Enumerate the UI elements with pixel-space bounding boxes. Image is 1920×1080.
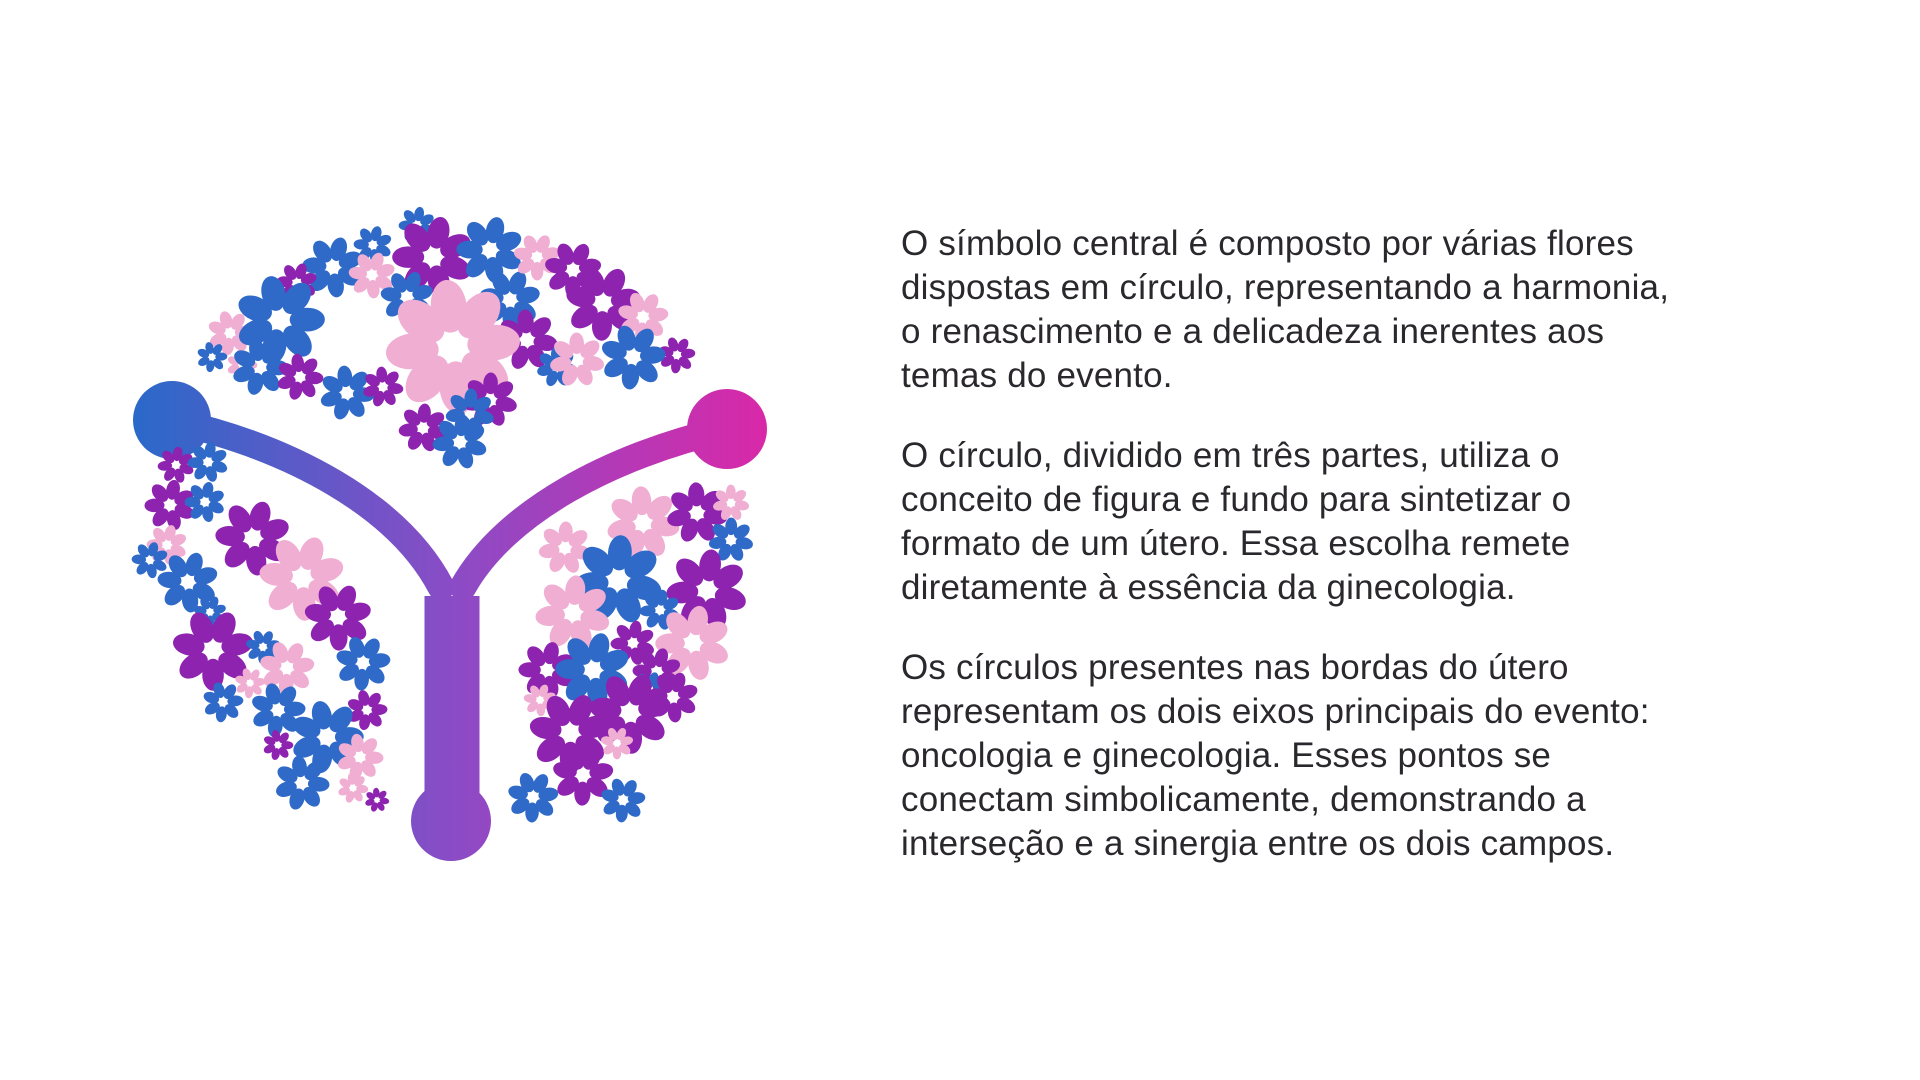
flower <box>180 477 230 527</box>
paragraph-border-circles <box>901 646 1781 866</box>
text-line: o renascimento e a delicadeza inerentes aos <box>901 312 1605 351</box>
text-line: temas do evento. <box>901 356 1173 395</box>
flower <box>598 775 648 824</box>
text-line: formato de um útero. Essa escolha remete <box>901 524 1571 563</box>
text-line: Os círculos presentes nas bordas do útero <box>901 648 1569 687</box>
text-line: interseção e a sinergia entre os dois campos. <box>901 824 1615 863</box>
text-line: O círculo, dividido em três partes, utiliza o <box>901 436 1560 475</box>
paragraph-central-symbol <box>901 222 1781 398</box>
text-line: diretamente à essência da ginecologia. <box>901 568 1516 607</box>
uterus-flower-logo <box>0 0 860 920</box>
text-line: conceito de figura e fundo para sintetizar o <box>901 480 1572 519</box>
flower <box>360 364 406 411</box>
endpoint-circle-bottom-purple <box>411 781 491 861</box>
text-line: conectam simbolicamente, demonstrando a <box>901 780 1586 819</box>
flower <box>335 771 370 805</box>
flower <box>259 726 297 764</box>
text-line: O símbolo central é composto por várias flores <box>901 224 1634 263</box>
endpoint-circle-right-magenta <box>687 389 767 469</box>
text-line: oncologia e ginecologia. Esses pontos se <box>901 736 1552 775</box>
paragraph-circle-three-parts <box>901 434 1781 610</box>
flower <box>346 688 389 732</box>
text-line: dispostas em círculo, representando a harmonia, <box>901 268 1670 307</box>
description-text <box>901 222 1781 902</box>
text-line: representam os dois eixos principais do evento: <box>901 692 1650 731</box>
